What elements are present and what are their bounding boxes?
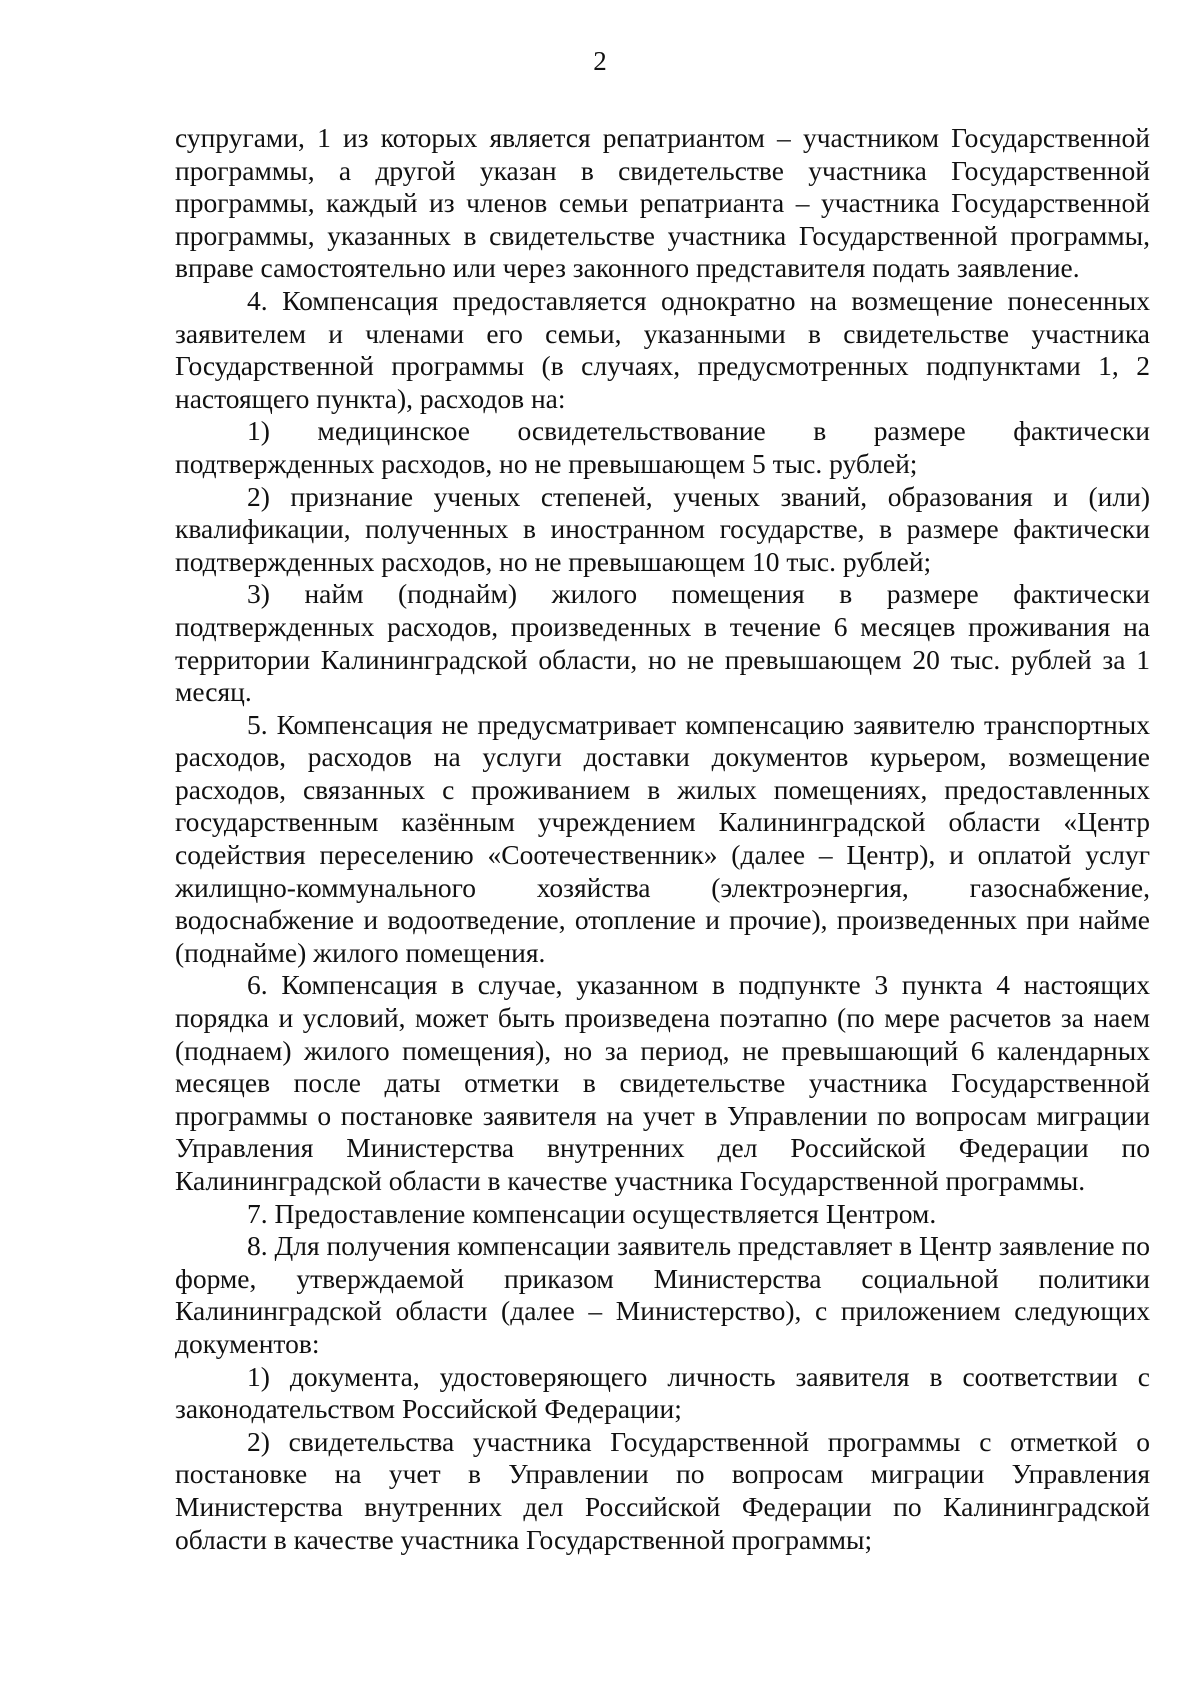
paragraph-item-4-1: 1) медицинское освидетельствование в размере фактически подтвержденных расходов, но не превышающем 5 тыс. рублей;: [175, 415, 1150, 479]
paragraph-item-6: 6. Компенсация в случае, указанном в подпункте 3 пункта 4 настоящих порядка и условий, может быть произведена поэтапно (по мере расчетов за наем (поднаем) жилого помещения), но за период, не превышающий 6 календарных месяцев после даты отметки в свидетельстве участника Государственной программы о постановке заявителя на учет в Управлении по вопросам миграции Управления Министерства внутренних дел Российской Федерации по Калининградской области в качестве участника Государственной программы.: [175, 969, 1150, 1196]
document-body: [175, 122, 1150, 1556]
paragraph-item-7: 7. Предоставление компенсации осуществляется Центром.: [247, 1197, 937, 1229]
paragraph-item-8-2: 2) свидетельства участника Государственной программы с отметкой о постановке на учет в Управлении по вопросам миграции Управления Министерства внутренних дел Российской Федерации по Калининградской области в качестве участника Государственной программы;: [175, 1425, 1150, 1555]
paragraph-item-5: 5. Компенсация не предусматривает компенсацию заявителю транспортных расходов, расходов на услуги доставки документов курьером, возмещение расходов, связанных с проживанием в жилых помещениях, предоставленных государственным казённым учреждением Калининградской области «Центр содействия переселению «Соотечественник» (далее – Центр), и оплатой услуг жилищно-коммунального хозяйства (электроэнергия, газоснабжение, водоснабжение и водоотведение, отопление и прочие), произведенных при найме (поднайме) жилого помещения.: [175, 708, 1150, 968]
paragraph-item-8: 8. Для получения компенсации заявитель представляет в Центр заявление по форме, утверждаемой приказом Министерства социальной политики Калининградской области (далее – Министерство), с приложением следующих документов:: [175, 1230, 1150, 1359]
paragraph-item-4-3: 3) найм (поднайм) жилого помещения в размере фактически подтвержденных расходов, произведенных в течение 6 месяцев проживания на территории Калининградской области, но не превышающем 20 тыс. рублей за 1 месяц.: [175, 578, 1150, 708]
page-number: 2: [593, 46, 607, 76]
paragraph-continuation: супругами, 1 из которых является репатриантом – участником Государственной программы, а другой указан в свидетельстве участника Государственной программы, каждый из членов семьи репатрианта – участника Государственной программы, указанных в свидетельстве участника Государственной программы, вправе самостоятельно или через законного представителя подать заявление.: [175, 122, 1150, 284]
paragraph-item-4-2: 2) признание ученых степеней, ученых званий, образования и (или) квалификации, полученных в иностранном государстве, в размере фактически подтвержденных расходов, но не превышающем 10 тыс. рублей;: [175, 480, 1150, 577]
paragraph-item-4: 4. Компенсация предоставляется однократно на возмещение понесенных заявителем и членами его семьи, указанными в свидетельстве участника Государственной программы (в случаях, предусмотренных подпунктами 1, 2 настоящего пункта), расходов на:: [175, 284, 1150, 414]
paragraph-item-8-1: 1) документа, удостоверяющего личность заявителя в соответствии с законодательством Российской Федерации;: [175, 1360, 1150, 1425]
